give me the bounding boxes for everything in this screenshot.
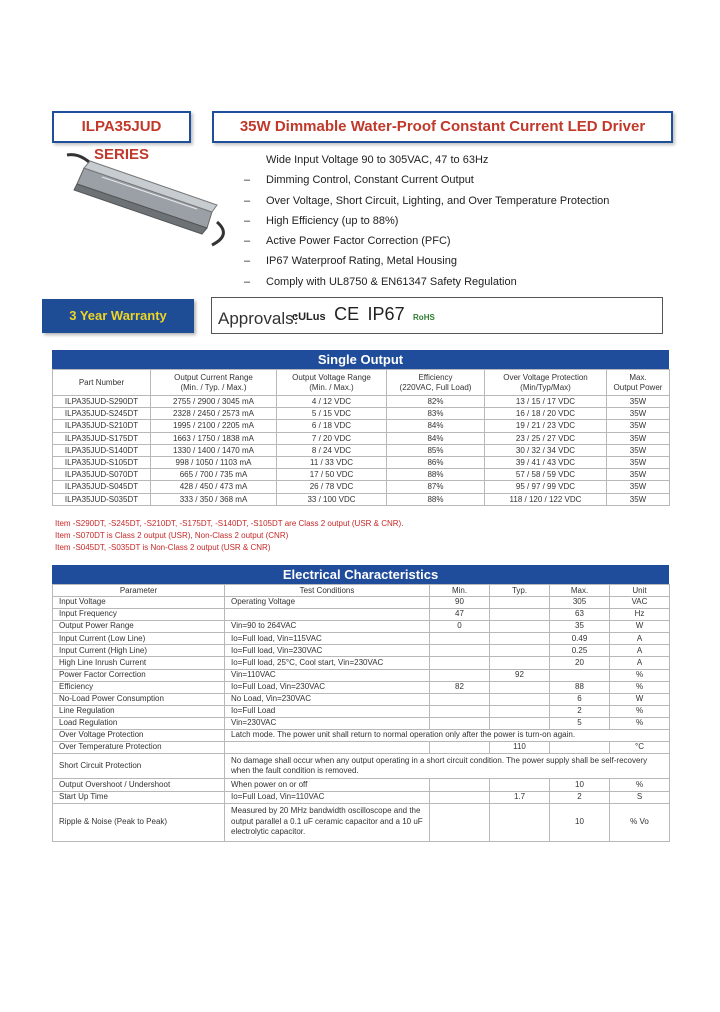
table-cell: ILPA35JUD-S245DT	[53, 408, 151, 420]
table-cell: ILPA35JUD-S105DT	[53, 456, 151, 468]
table-cell: 82%	[387, 396, 485, 408]
table-cell: 35W	[607, 469, 670, 481]
table-cell: Io=Full Load, Vin=110VAC	[225, 791, 430, 803]
table-cell	[490, 597, 550, 609]
electrical-table	[52, 584, 670, 842]
table-cell	[490, 717, 550, 729]
table-cell: %	[610, 669, 670, 681]
table-cell: 35	[550, 621, 610, 633]
table-row	[53, 597, 670, 609]
feature-list	[244, 150, 664, 292]
table-cell	[430, 693, 490, 705]
table-cell: Power Factor Correction	[53, 669, 225, 681]
table-cell: %	[610, 779, 670, 791]
feature-item: – Active Power Factor Correction (PFC)	[244, 235, 451, 248]
table-cell: 110	[490, 742, 550, 754]
table-cell: Short Circuit Protection	[53, 754, 225, 779]
table-cell: Measured by 20 MHz bandwidth oscilloscope and the output parallel a 0.1 uF ceramic capacitor and a 10 uF electrolytic capacitor.	[225, 803, 430, 841]
table-cell	[430, 645, 490, 657]
table-cell: ILPA35JUD-S175DT	[53, 432, 151, 444]
table-cell: Io=Full Load	[225, 705, 430, 717]
table-cell: When power on or off	[225, 779, 430, 791]
table-cell: 0	[430, 621, 490, 633]
feature-item: – IP67 Waterproof Rating, Metal Housing	[244, 255, 457, 268]
table-cell	[490, 681, 550, 693]
feature-item: – Over Voltage, Short Circuit, Lighting, and Over Temperature Protection	[244, 194, 610, 207]
table-cell: Line Regulation	[53, 705, 225, 717]
table-row	[53, 754, 670, 779]
ul-logo: cULus	[292, 311, 326, 323]
single-output-header: Single Output	[52, 350, 669, 369]
feature-item: – Comply with UL8750 & EN61347 Safety Regulation	[244, 275, 517, 288]
table-cell: ILPA35JUD-S045DT	[53, 481, 151, 493]
table-row	[53, 633, 670, 645]
approvals-box	[211, 297, 663, 334]
table-cell: Io=Full load, Vin=230VAC	[225, 645, 430, 657]
table-cell: 86%	[387, 456, 485, 468]
table-cell: 5 / 15 VDC	[277, 408, 387, 420]
table-row	[53, 791, 670, 803]
series-title: ILPA35JUD SERIES	[52, 111, 191, 143]
table-row	[53, 609, 670, 621]
table-cell: Vin=110VAC	[225, 669, 430, 681]
table-cell: 10	[550, 779, 610, 791]
table-cell	[490, 633, 550, 645]
table-cell: % Vo	[610, 803, 670, 841]
column-header: Output Current Range (Min. / Typ. / Max.)	[151, 370, 277, 396]
table-cell: 333 / 350 / 368 mA	[151, 493, 277, 505]
table-cell: Io=Full load, Vin=115VAC	[225, 633, 430, 645]
table-cell: 57 / 58 / 59 VDC	[485, 469, 607, 481]
table-cell: 90	[430, 597, 490, 609]
column-header: Max.	[550, 585, 610, 597]
table-cell: Output Overshoot / Undershoot	[53, 779, 225, 791]
table-row	[53, 456, 670, 468]
table-cell: Vin=230VAC	[225, 717, 430, 729]
table-cell: No damage shall occur when any output operating in a short circuit condition. The power supply shall be self-recovery when the fault condition is removed.	[225, 754, 670, 779]
column-header: Parameter	[53, 585, 225, 597]
table-cell: Load Regulation	[53, 717, 225, 729]
table-cell: 1663 / 1750 / 1838 mA	[151, 432, 277, 444]
table-cell	[550, 742, 610, 754]
table-cell: A	[610, 657, 670, 669]
table-cell: Io=Full load, 25°C, Cool start, Vin=230VAC	[225, 657, 430, 669]
table-cell: No-Load Power Consumption	[53, 693, 225, 705]
table-row	[53, 779, 670, 791]
table-cell: 305	[550, 597, 610, 609]
table-cell: A	[610, 633, 670, 645]
table-cell: 84%	[387, 420, 485, 432]
table-header-row	[53, 370, 670, 396]
note-line: Item -S045DT, -S035DT is Non-Class 2 output (USR & CNR)	[55, 543, 271, 552]
table-cell: 118 / 120 / 122 VDC	[485, 493, 607, 505]
table-cell: 19 / 21 / 23 VDC	[485, 420, 607, 432]
table-cell: 8 / 24 VDC	[277, 444, 387, 456]
table-cell: 2	[550, 791, 610, 803]
table-cell: Input Frequency	[53, 609, 225, 621]
note-line: Item -S290DT, -S245DT, -S210DT, -S175DT, -S140DT, -S105DT are Class 2 output (USR & CNR).	[55, 519, 404, 528]
table-cell: 1330 / 1400 / 1470 mA	[151, 444, 277, 456]
column-header: Part Number	[53, 370, 151, 396]
table-cell: 11 / 33 VDC	[277, 456, 387, 468]
column-header: Test Conditions	[225, 585, 430, 597]
ce-logo: CE	[334, 304, 360, 324]
table-cell: Efficiency	[53, 681, 225, 693]
table-cell	[430, 633, 490, 645]
table-cell: W	[610, 621, 670, 633]
table-cell	[550, 669, 610, 681]
table-cell: 35W	[607, 396, 670, 408]
table-row	[53, 621, 670, 633]
table-cell	[430, 657, 490, 669]
table-cell: 428 / 450 / 473 mA	[151, 481, 277, 493]
table-cell: 7 / 20 VDC	[277, 432, 387, 444]
table-cell	[490, 609, 550, 621]
rohs-logo: RoHS	[413, 313, 435, 322]
table-cell: 2328 / 2450 / 2573 mA	[151, 408, 277, 420]
table-header-row	[53, 585, 670, 597]
table-cell	[490, 645, 550, 657]
table-cell	[430, 742, 490, 754]
led-driver-illustration	[62, 150, 244, 250]
table-cell: 0.49	[550, 633, 610, 645]
table-cell: 35W	[607, 432, 670, 444]
table-cell	[430, 791, 490, 803]
table-row	[53, 444, 670, 456]
column-header: Efficiency (220VAC, Full Load)	[387, 370, 485, 396]
table-cell: Over Voltage Protection	[53, 730, 225, 742]
table-cell: Input Current (Low Line)	[53, 633, 225, 645]
column-header: Unit	[610, 585, 670, 597]
table-cell: A	[610, 645, 670, 657]
table-cell: %	[610, 705, 670, 717]
table-cell	[430, 717, 490, 729]
product-title: 35W Dimmable Water-Proof Constant Current LED Driver	[212, 111, 673, 143]
table-row	[53, 693, 670, 705]
table-cell: 88	[550, 681, 610, 693]
electrical-header: Electrical Characteristics	[52, 565, 669, 584]
table-cell: 6	[550, 693, 610, 705]
table-cell: Hz	[610, 609, 670, 621]
certification-logos	[292, 304, 439, 325]
table-row	[53, 742, 670, 754]
table-cell: 83%	[387, 408, 485, 420]
table-cell: 82	[430, 681, 490, 693]
table-row	[53, 408, 670, 420]
table-cell: 95 / 97 / 99 VDC	[485, 481, 607, 493]
table-cell: 35W	[607, 456, 670, 468]
table-cell: High Line Inrush Current	[53, 657, 225, 669]
table-cell: Io=Full Load, Vin=230VAC	[225, 681, 430, 693]
table-cell: 35W	[607, 444, 670, 456]
table-cell: %	[610, 717, 670, 729]
table-cell: W	[610, 693, 670, 705]
table-cell: Ripple & Noise (Peak to Peak)	[53, 803, 225, 841]
table-cell: 665 / 700 / 735 mA	[151, 469, 277, 481]
table-cell: ILPA35JUD-S290DT	[53, 396, 151, 408]
table-cell: Start Up Time	[53, 791, 225, 803]
table-cell	[430, 705, 490, 717]
feature-item: – High Efficiency (up to 88%)	[244, 214, 399, 227]
table-cell: 88%	[387, 469, 485, 481]
table-cell: ILPA35JUD-S210DT	[53, 420, 151, 432]
table-row	[53, 481, 670, 493]
table-cell: 23 / 25 / 27 VDC	[485, 432, 607, 444]
table-cell: 35W	[607, 420, 670, 432]
table-cell: 1.7	[490, 791, 550, 803]
table-cell: 10	[550, 803, 610, 841]
table-cell	[490, 621, 550, 633]
table-cell: 35W	[607, 408, 670, 420]
table-row	[53, 803, 670, 841]
table-cell: 33 / 100 VDC	[277, 493, 387, 505]
table-cell: 20	[550, 657, 610, 669]
table-cell: 30 / 32 / 34 VDC	[485, 444, 607, 456]
table-cell: 35W	[607, 493, 670, 505]
table-row	[53, 657, 670, 669]
column-header: Max. Output Power	[607, 370, 670, 396]
column-header: Typ.	[490, 585, 550, 597]
table-cell: 26 / 78 VDC	[277, 481, 387, 493]
table-cell: ILPA35JUD-S070DT	[53, 469, 151, 481]
single-output-table	[52, 369, 670, 506]
table-cell: Latch mode. The power unit shall return to normal operation only after the power is turn-on again.	[225, 730, 670, 742]
table-row	[53, 493, 670, 505]
table-row	[53, 717, 670, 729]
table-row	[53, 432, 670, 444]
table-cell: 35W	[607, 481, 670, 493]
table-cell: 2755 / 2900 / 3045 mA	[151, 396, 277, 408]
table-row	[53, 469, 670, 481]
table-cell: 85%	[387, 444, 485, 456]
table-cell: No Load, Vin=230VAC	[225, 693, 430, 705]
table-cell: Output Power Range	[53, 621, 225, 633]
warranty-badge: 3 Year Warranty	[42, 299, 194, 333]
table-cell: Input Current (High Line)	[53, 645, 225, 657]
feature-item: – Dimming Control, Constant Current Output	[244, 174, 474, 187]
table-cell: 17 / 50 VDC	[277, 469, 387, 481]
table-cell: 16 / 18 / 20 VDC	[485, 408, 607, 420]
table-cell: S	[610, 791, 670, 803]
table-row	[53, 730, 670, 742]
table-cell: Input Voltage	[53, 597, 225, 609]
table-cell: 4 / 12 VDC	[277, 396, 387, 408]
table-cell: Over Temperature Protection	[53, 742, 225, 754]
table-cell: %	[610, 681, 670, 693]
table-cell: Vin=90 to 264VAC	[225, 621, 430, 633]
note-line: Item -S070DT is Class 2 output (USR), Non-Class 2 output (CNR)	[55, 531, 289, 540]
table-cell: 13 / 15 / 17 VDC	[485, 396, 607, 408]
table-cell	[430, 669, 490, 681]
table-cell	[490, 803, 550, 841]
table-cell: ILPA35JUD-S035DT	[53, 493, 151, 505]
column-header: Over Voltage Protection (Min/Typ/Max)	[485, 370, 607, 396]
table-cell: 92	[490, 669, 550, 681]
class-notes	[55, 518, 403, 554]
table-cell: VAC	[610, 597, 670, 609]
table-cell	[490, 779, 550, 791]
table-cell	[225, 609, 430, 621]
table-cell: 47	[430, 609, 490, 621]
table-cell: 39 / 41 / 43 VDC	[485, 456, 607, 468]
table-row	[53, 645, 670, 657]
table-row	[53, 396, 670, 408]
table-cell	[430, 779, 490, 791]
table-row	[53, 681, 670, 693]
table-row	[53, 705, 670, 717]
table-row	[53, 669, 670, 681]
table-cell: 2	[550, 705, 610, 717]
table-cell: Operating Voltage	[225, 597, 430, 609]
table-cell: 6 / 18 VDC	[277, 420, 387, 432]
table-row	[53, 420, 670, 432]
table-cell: °C	[610, 742, 670, 754]
table-cell	[430, 803, 490, 841]
table-cell	[490, 693, 550, 705]
table-cell: 88%	[387, 493, 485, 505]
table-cell: 63	[550, 609, 610, 621]
feature-item: Wide Input Voltage 90 to 305VAC, 47 to 63Hz	[266, 154, 489, 166]
table-cell: 998 / 1050 / 1103 mA	[151, 456, 277, 468]
table-cell: 87%	[387, 481, 485, 493]
table-cell: ILPA35JUD-S140DT	[53, 444, 151, 456]
ip67-logo: IP67	[367, 304, 405, 324]
approvals-label: Approvals:	[218, 309, 299, 328]
column-header: Min.	[430, 585, 490, 597]
table-cell: 5	[550, 717, 610, 729]
table-cell	[490, 657, 550, 669]
column-header: Output Voltage Range (Min. / Max.)	[277, 370, 387, 396]
table-cell: 0.25	[550, 645, 610, 657]
table-cell: 1995 / 2100 / 2205 mA	[151, 420, 277, 432]
table-cell	[490, 705, 550, 717]
table-cell	[225, 742, 430, 754]
table-cell: 84%	[387, 432, 485, 444]
product-image	[62, 150, 244, 250]
